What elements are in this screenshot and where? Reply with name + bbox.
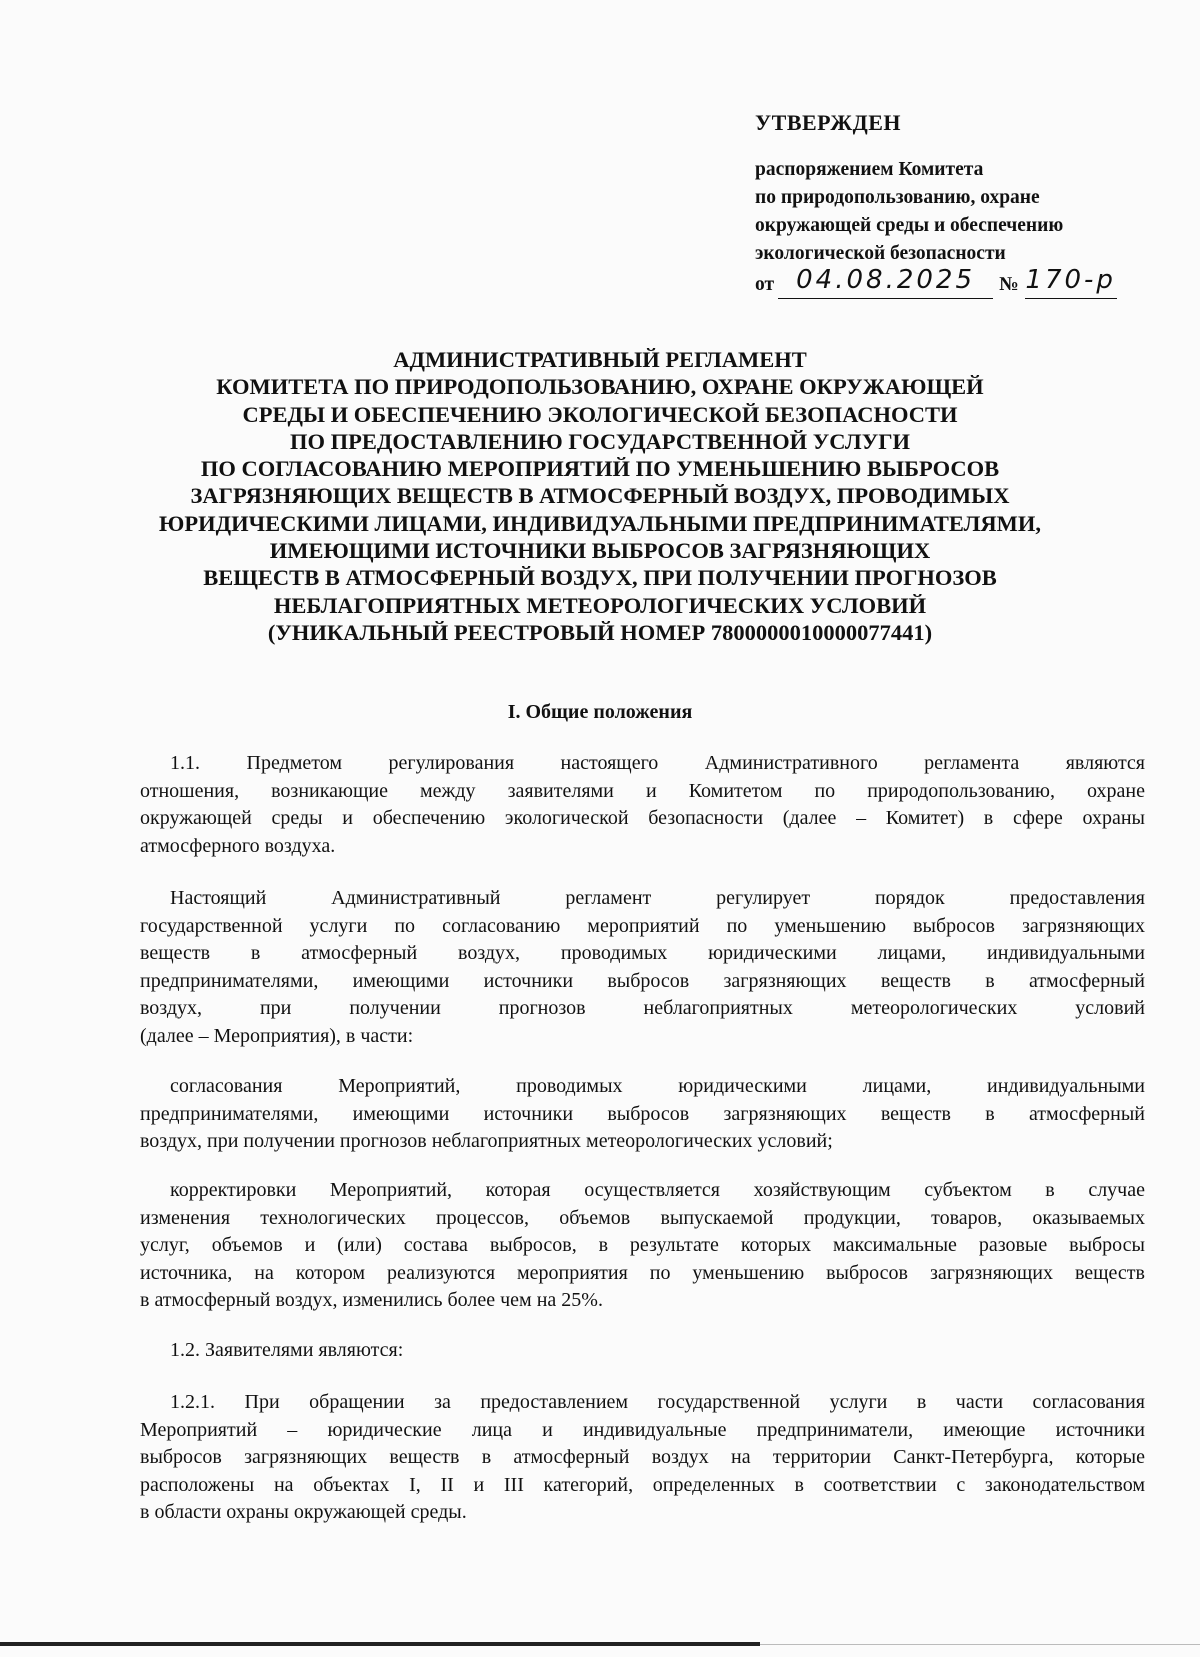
title-line: ИМЕЮЩИМИ ИСТОЧНИКИ ВЫБРОСОВ ЗАГРЯЗНЯЮЩИХ bbox=[269, 538, 931, 564]
title-line: ЗАГРЯЗНЯЮЩИХ ВЕЩЕСТВ В АТМОСФЕРНЫЙ ВОЗДУХ, ПРОВОДИМЫХ bbox=[190, 483, 1010, 509]
approval-line: экологической безопасности bbox=[755, 243, 1006, 264]
paragraph-scope bbox=[140, 885, 1145, 1050]
paragraph-line: государственной услуги по согласованию мероприятий по уменьшению выбросов загрязняющих bbox=[140, 914, 1145, 937]
paragraph-line: 1.2.1. При обращении за предоставлением государственной услуги в части согласования bbox=[170, 1391, 1145, 1413]
paragraph-line: веществ в атмосферный воздух, проводимых юридическими лицами, индивидуальными bbox=[140, 942, 1145, 964]
paragraph-correction-part bbox=[140, 1177, 1145, 1315]
title-line: АДМИНИСТРАТИВНЫЙ РЕГЛАМЕНТ bbox=[393, 347, 807, 372]
paragraph-line: согласования Мероприятий, проводимых юридическими лицами, индивидуальными bbox=[170, 1075, 1145, 1097]
date-prefix: от bbox=[755, 274, 775, 295]
paragraph-line: воздух, при получении прогнозов неблагоприятных метеорологических условий bbox=[140, 997, 1145, 1019]
paragraph-line: отношения, возникающие между заявителями и Комитетом по природопользованию, охране bbox=[140, 779, 1145, 802]
paragraph-line: расположены на объектах I, II и III категорий, определенных в соответствии с законодательством bbox=[140, 1473, 1145, 1496]
title-line: СРЕДЫ И ОБЕСПЕЧЕНИЮ ЭКОЛОГИЧЕСКОЙ БЕЗОПАСНОСТИ bbox=[242, 401, 958, 427]
paragraph-line: корректировки Мероприятий, которая осуществляется хозяйствующим субъектом в случае bbox=[170, 1179, 1145, 1201]
paragraph-line: в атмосферный воздух, изменились более чем на 25%. bbox=[140, 1289, 603, 1311]
paragraph-line: 1.2. Заявителями являются: bbox=[170, 1339, 404, 1361]
approval-title: УТВЕРЖДЕН bbox=[755, 110, 902, 135]
handwritten-number: 170-р bbox=[1025, 268, 1117, 299]
scan-edge-rule bbox=[0, 1642, 760, 1646]
paragraph-1-2-1 bbox=[140, 1389, 1145, 1527]
paragraph-line: Настоящий Административный регламент регулирует порядок предоставления bbox=[170, 887, 1145, 909]
handwritten-date: 04.08.2025 bbox=[778, 268, 993, 299]
paragraph-line: услуг, объемов и (или) состава выбросов, в результате которых максимальные разовые выбросы bbox=[140, 1234, 1145, 1256]
approval-line: распоряжением Комитета bbox=[755, 159, 984, 180]
approval-line: по природопользованию, охране bbox=[755, 187, 1040, 208]
title-line: КОМИТЕТА ПО ПРИРОДОПОЛЬЗОВАНИЮ, ОХРАНЕ ОКРУЖАЮЩЕЙ bbox=[216, 374, 984, 400]
paragraph-line: атмосферного воздуха. bbox=[140, 834, 336, 857]
paragraph-line: 1.1. Предметом регулирования настоящего Административного регламента являются bbox=[170, 752, 1145, 774]
section-heading: I. Общие положения bbox=[507, 701, 693, 723]
approval-date-row bbox=[755, 265, 1175, 302]
approval-line: окружающей среды и обеспечению bbox=[755, 215, 1064, 236]
paragraph-line: изменения технологических процессов, объемов выпускаемой продукции, товаров, оказываемых bbox=[140, 1206, 1145, 1229]
paragraph-1-1 bbox=[140, 750, 1145, 860]
paragraph-line: предпринимателями, имеющими источники выбросов загрязняющих веществ в атмосферный bbox=[140, 1102, 1145, 1125]
paragraph-approval-part bbox=[140, 1073, 1145, 1156]
paragraph-line: предпринимателями, имеющими источники выбросов загрязняющих веществ в атмосферный bbox=[140, 969, 1145, 992]
scan-edge-rule-faint bbox=[760, 1644, 1200, 1645]
title-line: НЕБЛАГОПРИЯТНЫХ МЕТЕОРОЛОГИЧЕСКИХ УСЛОВИЙ bbox=[273, 592, 927, 618]
paragraph-line: окружающей среды и обеспечению экологической безопасности (далее – Комитет) в сфере охраны bbox=[140, 807, 1145, 829]
title-line: ПО СОГЛАСОВАНИЮ МЕРОПРИЯТИЙ ПО УМЕНЬШЕНИЮ ВЫБРОСОВ bbox=[200, 456, 1000, 482]
approval-block bbox=[755, 110, 1175, 302]
paragraph-line: источника, на котором реализуются мероприятия по уменьшению выбросов загрязняющих веществ bbox=[140, 1261, 1145, 1284]
number-prefix: № bbox=[999, 274, 1019, 295]
document-title bbox=[100, 346, 1100, 646]
paragraph-line: выбросов загрязняющих веществ в атмосферный воздух на территории Санкт-Петербурга, которые bbox=[140, 1446, 1145, 1468]
paragraph-line: Мероприятий – юридические лица и индивидуальные предприниматели, имеющие источники bbox=[140, 1418, 1145, 1441]
paragraph-line: в области охраны окружающей среды. bbox=[140, 1501, 467, 1523]
paragraph-line: воздух, при получении прогнозов неблагоприятных метеорологических условий; bbox=[140, 1130, 833, 1152]
paragraph-1-2 bbox=[140, 1337, 1145, 1365]
title-line: ВЕЩЕСТВ В АТМОСФЕРНЫЙ ВОЗДУХ, ПРИ ПОЛУЧЕНИИ ПРОГНОЗОВ bbox=[203, 565, 997, 591]
title-line: ПО ПРЕДОСТАВЛЕНИЮ ГОСУДАРСТВЕННОЙ УСЛУГИ bbox=[289, 428, 911, 454]
title-line: ЮРИДИЧЕСКИМИ ЛИЦАМИ, ИНДИВИДУАЛЬНЫМИ ПРЕДПРИНИМАТЕЛЯМИ, bbox=[159, 510, 1041, 536]
title-line: (УНИКАЛЬНЫЙ РЕЕСТРОВЫЙ НОМЕР 7800000010000077441) bbox=[267, 619, 933, 645]
paragraph-line: (далее – Мероприятия), в части: bbox=[140, 1024, 414, 1047]
